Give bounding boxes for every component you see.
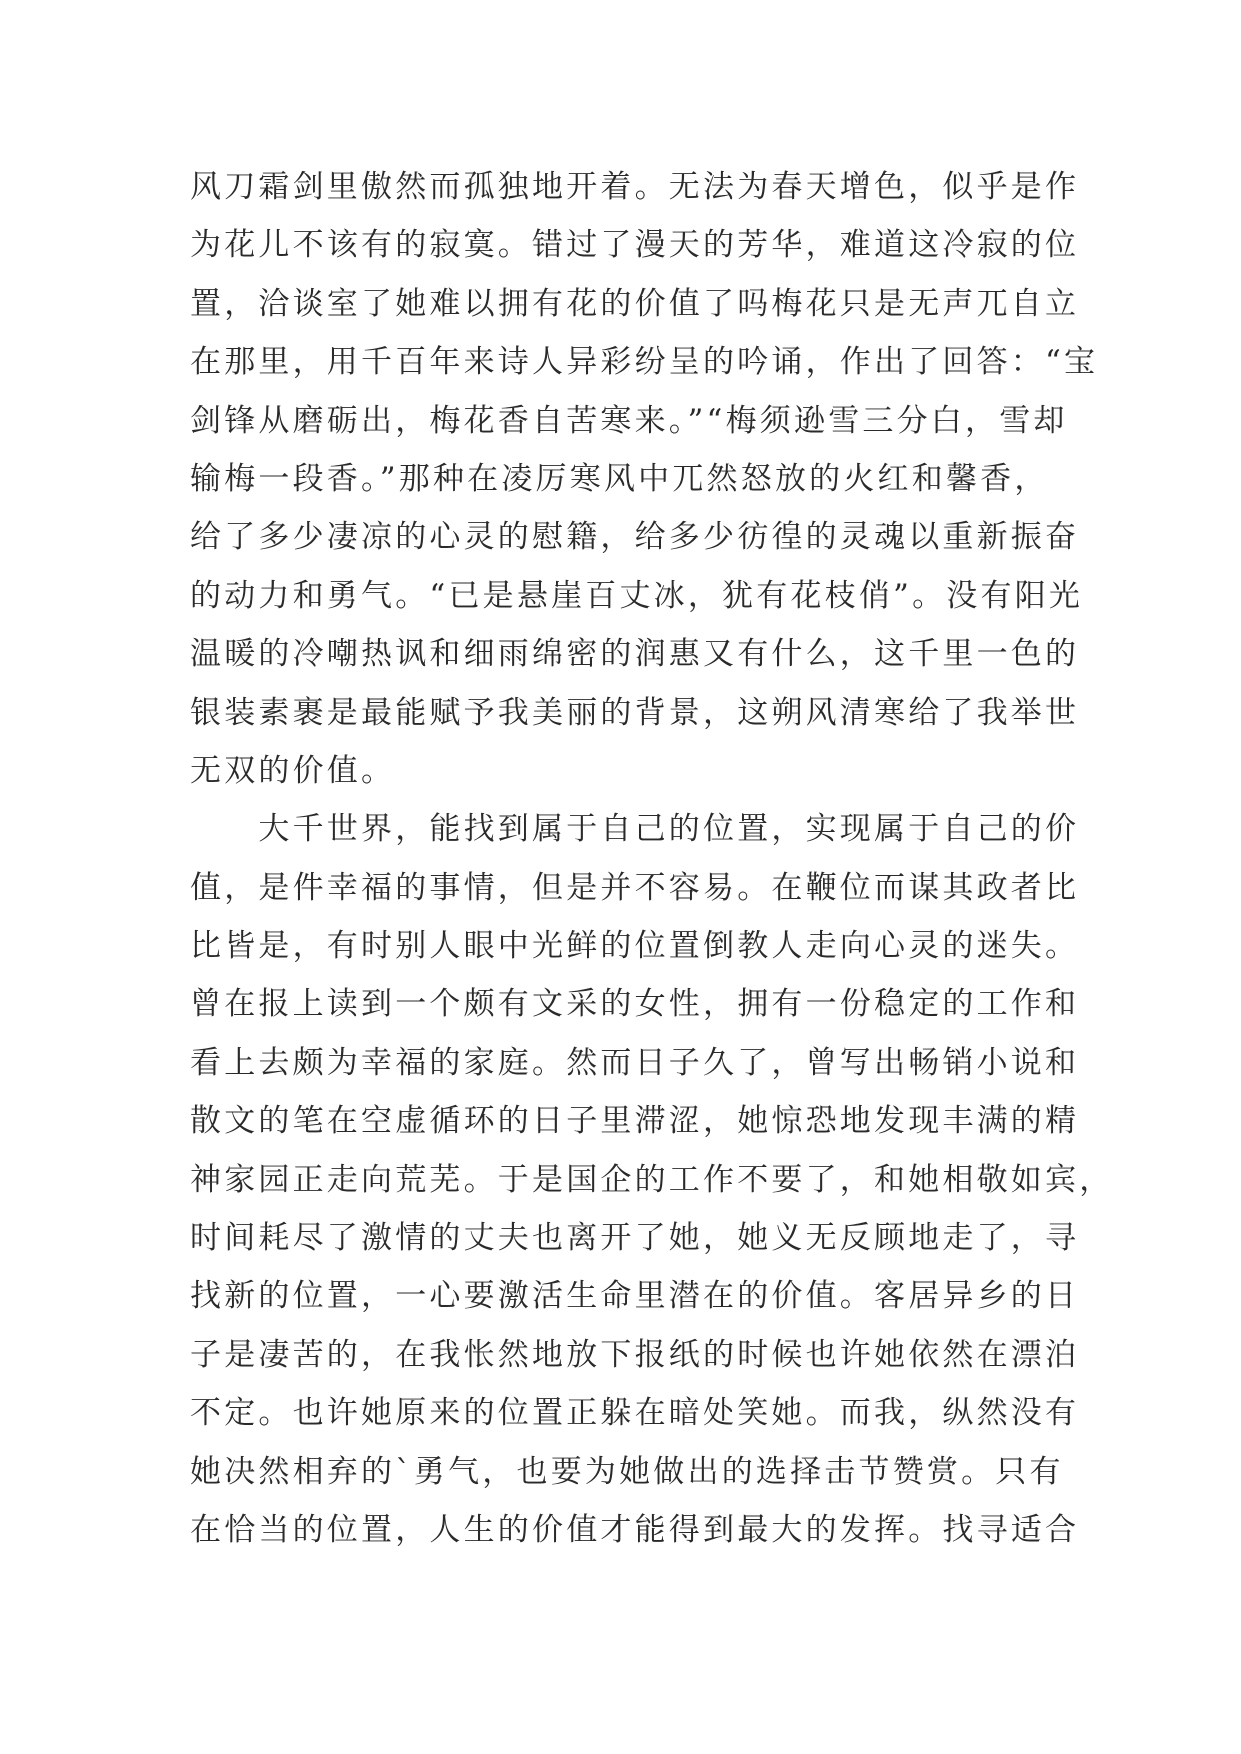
text-line: 在恰当的位置，人生的价值才能得到最大的发挥。找寻适合 (190, 1511, 1080, 1548)
text-line: 输梅一段香。”那种在凌厉寒风中兀然怒放的火红和馨香， (190, 460, 1049, 497)
text-line: 温暖的冷嘲热讽和细雨绵密的润惠又有什么，这千里一色的 (190, 636, 1080, 673)
text-line: 时间耗尽了激情的丈夫也离开了她，她义无反顾地走了，寻 (190, 1220, 1080, 1257)
text-line: 值，是件幸福的事情，但是并不容易。在鞭位而谋其政者比 (190, 869, 1080, 906)
text-line: 的动力和勇气。“已是悬崖百丈冰，犹有花枝俏”。没有阳光 (190, 577, 1084, 614)
text-line: 风刀霜剑里傲然而孤独地开着。无法为春天增色，似乎是作 (190, 169, 1080, 205)
text-line: 散文的笔在空虚循环的日子里滞涩，她惊恐地发现丰满的精 (190, 1103, 1080, 1140)
text-line: 银装素裹是最能赋予我美丽的背景，这朔风清寒给了我举世 (190, 694, 1080, 731)
text-line: 不定。也许她原来的位置正躲在暗处笑她。而我，纵然没有 (190, 1395, 1080, 1432)
text-line: 她决然相弃的`勇气，也要为她做出的选择击节赞赏。只有 (190, 1453, 1064, 1490)
text-line: 比皆是，有时别人眼中光鲜的位置倒教人走向心灵的迷失。 (190, 928, 1080, 965)
text-line: 无双的价值。 (190, 752, 396, 789)
text-line: 找新的位置，一心要激活生命里潜在的价值。客居异乡的日 (190, 1278, 1080, 1315)
text-line: 曾在报上读到一个颇有文采的女性，拥有一份稳定的工作和 (190, 986, 1080, 1023)
text-line: 为花儿不该有的寂寞。错过了漫天的芳华，难道这冷寂的位 (190, 227, 1080, 264)
text-line: 给了多少凄凉的心灵的慰籍，给多少彷徨的灵魂以重新振奋 (190, 519, 1080, 556)
essay-text (190, 158, 1114, 1559)
text-line: 神家园正走向荒芜。于是国企的工作不要了，和她相敬如宾， (190, 1161, 1114, 1198)
text-line: 置，洽谈室了她难以拥有花的价值了吗梅花只是无声兀自立 (190, 285, 1080, 322)
text-line: 大千世界，能找到属于自己的位置，实现属于自己的价 (190, 811, 1080, 848)
text-line: 看上去颇为幸福的家庭。然而日子久了，曾写出畅销小说和 (190, 1044, 1080, 1081)
text-line: 剑锋从磨砺出，梅花香自苦寒来。”“梅须逊雪三分白，雪却 (190, 402, 1068, 439)
text-line: 子是凄苦的，在我怅然地放下报纸的时候也许她依然在漂泊 (190, 1336, 1080, 1373)
text-line: 在那里，用千百年来诗人异彩纷呈的吟诵，作出了回答：“宝 (190, 344, 1099, 381)
